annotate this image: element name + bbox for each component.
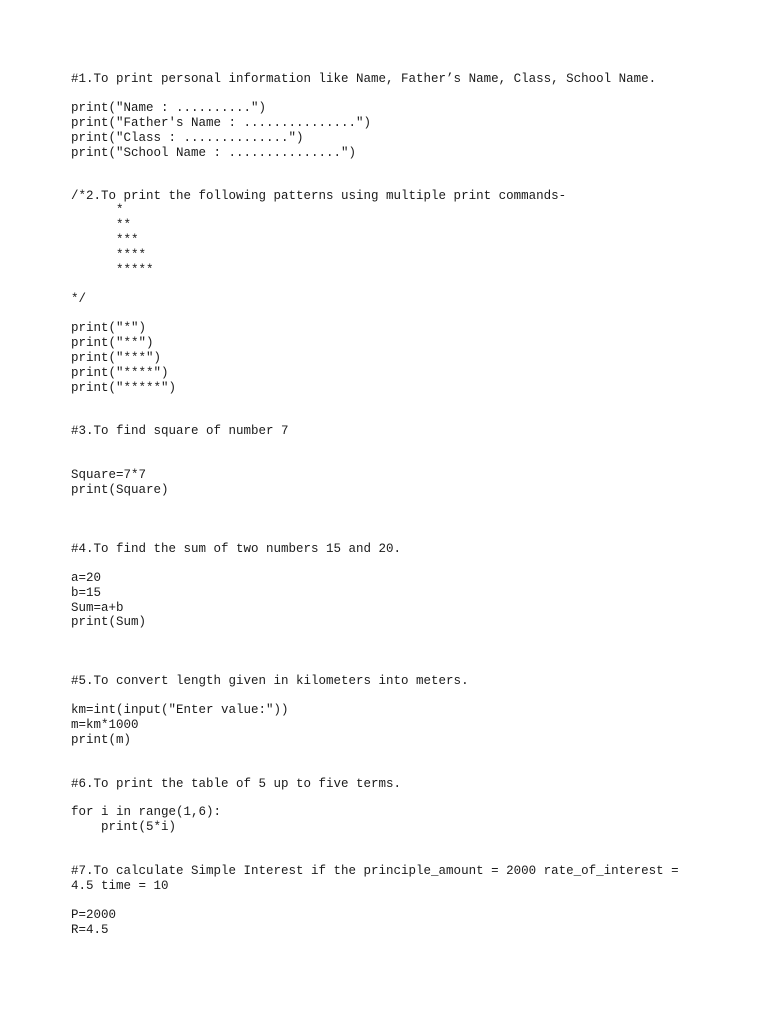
section-2-heading: /*2.To print the following patterns using multiple print commands- <box>71 189 567 203</box>
section-4-code-line: print(Sum) <box>71 615 147 629</box>
section-7-code-line: P=2000 <box>71 908 117 922</box>
section-3-code-line: Square=7*7 <box>71 468 147 482</box>
section-6-code-line: print(5*i) <box>71 820 177 834</box>
section-1-code-line: print("Father's Name : ...............") <box>71 116 372 130</box>
pattern-line: ** <box>71 218 132 232</box>
section-3-heading: #3.To find square of number 7 <box>71 424 289 438</box>
section-6-heading: #6.To print the table of 5 up to five terms. <box>71 777 402 791</box>
section-1-code-line: print("School Name : ...............") <box>71 146 357 160</box>
section-7-heading-line: 4.5 time = 10 <box>71 879 169 893</box>
section-3-code-line: print(Square) <box>71 483 169 497</box>
pattern-line: * <box>71 203 124 217</box>
pattern-line: **** <box>71 248 147 262</box>
section-2-code-line: print("***") <box>71 351 162 365</box>
section-7-code-line: R=4.5 <box>71 923 109 937</box>
section-4-code-line: b=15 <box>71 586 102 600</box>
section-2-code-line: print("*****") <box>71 381 177 395</box>
section-5-code-line: print(m) <box>71 733 132 747</box>
section-4-code-line: Sum=a+b <box>71 601 124 615</box>
comment-close: */ <box>71 292 87 306</box>
section-2-code-line: print("****") <box>71 366 169 380</box>
section-4-code-line: a=20 <box>71 571 102 585</box>
section-1-code-line: print("Name : ..........") <box>71 101 267 115</box>
section-5-heading: #5.To convert length given in kilometers into meters. <box>71 674 469 688</box>
section-7-heading-line: #7.To calculate Simple Interest if the principle_amount = 2000 rate_of_interest = <box>71 864 679 878</box>
section-2-code-line: print("**") <box>71 336 154 350</box>
section-4-heading: #4.To find the sum of two numbers 15 and 20. <box>71 542 402 556</box>
pattern-line: ***** <box>71 263 154 277</box>
section-5-code-line: m=km*1000 <box>71 718 139 732</box>
section-2-code-line: print("*") <box>71 321 147 335</box>
pattern-line: *** <box>71 233 139 247</box>
section-1-code-line: print("Class : ..............") <box>71 131 304 145</box>
section-6-code-line: for i in range(1,6): <box>71 805 222 819</box>
section-5-code-line: km=int(input("Enter value:")) <box>71 703 289 717</box>
section-1-heading: #1.To print personal information like Name, Father’s Name, Class, School Name. <box>71 72 657 86</box>
